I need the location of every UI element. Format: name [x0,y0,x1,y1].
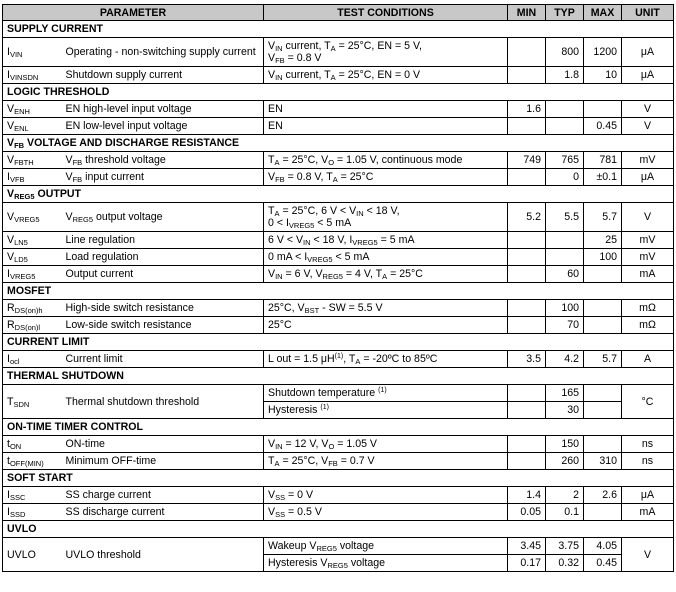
table-row [3,67,674,84]
section-row [3,470,674,487]
section-thermal-shutdown: THERMAL SHUTDOWN [3,368,674,385]
symbol-cell: $I_{VIN}$ [3,38,62,67]
table-row [3,487,674,504]
typ-cell: 60 [546,266,584,283]
symbol-cell: $V_{LN5}$ [3,232,62,249]
min-cell: 3.5 [508,351,546,368]
condition-cell: $V_{IN} = 6$ V, $V_{REG5} = 4$ V, $T_A = 25^\circ C$ [264,266,508,283]
section-row [3,21,674,38]
typ-cell: 765 [546,152,584,169]
condition-cell: 25°C [264,317,508,334]
min-cell [508,385,546,402]
table-row [3,300,674,317]
min-cell [508,402,546,419]
condition-cell: $V_{IN} = 12$ V, $V_O = 1.05$ V [264,436,508,453]
section-ontime-timer: ON-TIME TIMER CONTROL [3,419,674,436]
table-row [3,232,674,249]
table-row [3,266,674,283]
unit-cell: mV [622,152,674,169]
symbol-cell: $I_{SSC}$ [3,487,62,504]
parameter-cell: EN low-level input voltage [62,118,264,135]
table-row [3,317,674,334]
parameter-cell: Thermal shutdown threshold [62,385,264,419]
parameter-cell: Shutdown supply current [62,67,264,84]
condition-cell: $V_{SS} = 0$ V [264,487,508,504]
max-cell: 25 [584,232,622,249]
section-row [3,84,674,101]
condition-cell: $V_{SS} = 0.5$ V [264,504,508,521]
section-row [3,135,674,152]
typ-cell: 2 [546,487,584,504]
header-test-conditions: TEST CONDITIONS [264,5,508,21]
unit-cell: mV [622,232,674,249]
min-cell: 0.17 [508,555,546,572]
min-cell [508,169,546,186]
parameter-cell: Operating - non-switching supply current [62,38,264,67]
parameter-cell: High-side switch resistance [62,300,264,317]
min-cell [508,436,546,453]
typ-cell: 150 [546,436,584,453]
parameter-cell: Load regulation [62,249,264,266]
table-row [3,118,674,135]
electrical-characteristics-table [2,4,674,572]
max-cell: ±0.1 [584,169,622,186]
unit-cell: mΩ [622,300,674,317]
typ-cell: 0.32 [546,555,584,572]
max-cell: 5.7 [584,203,622,232]
typ-cell: 1.8 [546,67,584,84]
typ-cell: 5.5 [546,203,584,232]
header-row [3,5,674,21]
table-row [3,38,674,67]
max-cell [584,317,622,334]
parameter-cell: Line regulation [62,232,264,249]
header-parameter: PARAMETER [3,5,264,21]
section-uvlo: UVLO [3,521,674,538]
table-row [3,504,674,521]
max-cell [584,504,622,521]
unit-cell: V [622,118,674,135]
condition-cell: EN [264,118,508,135]
typ-cell: 0.1 [546,504,584,521]
max-cell [584,402,622,419]
parameter-cell: $V_{FB}$ threshold voltage [62,152,264,169]
max-cell: 1200 [584,38,622,67]
condition-cell: $T_A = 25^\circ C$, $V_{FB} = 0.7$ V [264,453,508,470]
header-typ: TYP [546,5,584,21]
unit-cell: μA [622,38,674,67]
section-mosfet: MOSFET [3,283,674,300]
condition-cell: L out = 1.5 $\mu H^{(1)}$, $T_A$ = -20ºC to 85ºC [264,351,508,368]
min-cell: 1.4 [508,487,546,504]
header-unit: UNIT [622,5,674,21]
typ-cell: 3.75 [546,538,584,555]
section-vfb-voltage: $V_{FB}$ VOLTAGE AND DISCHARGE RESISTANCE [3,135,674,152]
parameter-cell: Minimum OFF-time [62,453,264,470]
symbol-cell: $R_{DS(on)h}$ [3,300,62,317]
min-cell [508,317,546,334]
condition-cell: 25°C, $V_{BST}$ - SW = 5.5 V [264,300,508,317]
min-cell [508,67,546,84]
symbol-cell: $T_{SDN}$ [3,385,62,419]
condition-cell: 0 mA < $I_{VREG5} < 5$ mA [264,249,508,266]
table-row [3,385,674,402]
unit-cell: μA [622,169,674,186]
max-cell: 0.45 [584,555,622,572]
max-cell: 100 [584,249,622,266]
typ-cell: 165 [546,385,584,402]
condition-cell: EN [264,101,508,118]
table-row [3,249,674,266]
header-max: MAX [584,5,622,21]
max-cell: 5.7 [584,351,622,368]
table-row [3,101,674,118]
section-vreg5-output: $V_{REG5}$ OUTPUT [3,186,674,203]
unit-cell: V [622,203,674,232]
min-cell: 3.45 [508,538,546,555]
typ-cell: 4.2 [546,351,584,368]
table-row [3,351,674,368]
unit-cell: mA [622,266,674,283]
symbol-cell: $R_{DS(on)l}$ [3,317,62,334]
section-logic-threshold: LOGIC THRESHOLD [3,84,674,101]
symbol-cell: $I_{ocl}$ [3,351,62,368]
unit-cell: °C [622,385,674,419]
section-row [3,419,674,436]
section-current-limit: CURRENT LIMIT [3,334,674,351]
unit-cell: μA [622,67,674,84]
max-cell: 310 [584,453,622,470]
min-cell [508,118,546,135]
typ-cell: 30 [546,402,584,419]
parameter-cell: SS discharge current [62,504,264,521]
symbol-cell: $I_{VINSDN}$ [3,67,62,84]
min-cell [508,453,546,470]
max-cell: 0.45 [584,118,622,135]
condition-cell: Wakeup $V_{REG5}$ voltage [264,538,508,555]
symbol-cell: $t_{OFF(MIN)}$ [3,453,62,470]
condition-cell: 6 $V < V_{IN} < 18$ V, $I_{VREG5} = 5$ mA [264,232,508,249]
symbol-cell: $V_{VREG5}$ [3,203,62,232]
unit-cell: A [622,351,674,368]
symbol-cell: UVLO [3,538,62,572]
min-cell [508,249,546,266]
symbol-cell: $I_{SSD}$ [3,504,62,521]
section-row [3,368,674,385]
condition-cell: $V_{FB} = 0.8$ V, $T_A = 25^\circ C$ [264,169,508,186]
parameter-cell: EN high-level input voltage [62,101,264,118]
typ-cell [546,232,584,249]
section-row [3,521,674,538]
max-cell: 781 [584,152,622,169]
unit-cell: mΩ [622,317,674,334]
section-supply-current: SUPPLY CURRENT [3,21,674,38]
table-row [3,538,674,555]
table-row [3,203,674,232]
parameter-cell: Output current [62,266,264,283]
symbol-cell: $V_{ENH}$ [3,101,62,118]
typ-cell [546,118,584,135]
min-cell: 5.2 [508,203,546,232]
section-row [3,334,674,351]
table-row [3,436,674,453]
max-cell [584,385,622,402]
section-row [3,283,674,300]
unit-cell: ns [622,453,674,470]
symbol-cell: $V_{FBTH}$ [3,152,62,169]
unit-cell: mA [622,504,674,521]
min-cell: 0.05 [508,504,546,521]
symbol-cell: $t_{ON}$ [3,436,62,453]
unit-cell: ns [622,436,674,453]
min-cell: 749 [508,152,546,169]
parameter-cell: Low-side switch resistance [62,317,264,334]
min-cell [508,300,546,317]
min-cell: 1.6 [508,101,546,118]
max-cell: 2.6 [584,487,622,504]
typ-cell [546,249,584,266]
max-cell [584,101,622,118]
parameter-cell: ON-time [62,436,264,453]
condition-cell: $T_A = 25^\circ C$, 6 $V < V_{IN} < 18$ V, $0 < I_{VREG5} < 5$ mA [264,203,508,232]
typ-cell [546,101,584,118]
parameter-cell: $V_{FB}$ input current [62,169,264,186]
max-cell: 4.05 [584,538,622,555]
symbol-cell: $I_{VREG5}$ [3,266,62,283]
typ-cell: 260 [546,453,584,470]
typ-cell: 70 [546,317,584,334]
parameter-cell: SS charge current [62,487,264,504]
table-row [3,453,674,470]
max-cell [584,266,622,283]
condition-cell: $V_{IN}$ current, $T_A = 25^\circ C$, EN = 5 V, $V_{FB} = 0.8$ V [264,38,508,67]
condition-cell: $V_{IN}$ current, $T_A = 25^\circ C$, EN = 0 V [264,67,508,84]
typ-cell: 100 [546,300,584,317]
condition-cell: Hysteresis $^{(1)}$ [264,402,508,419]
section-soft-start: SOFT START [3,470,674,487]
parameter-cell: Current limit [62,351,264,368]
max-cell [584,300,622,317]
condition-cell: Hysteresis $V_{REG5}$ voltage [264,555,508,572]
max-cell [584,436,622,453]
unit-cell: μA [622,487,674,504]
table-row [3,152,674,169]
section-row [3,186,674,203]
typ-cell: 800 [546,38,584,67]
unit-cell: V [622,538,674,572]
typ-cell: 0 [546,169,584,186]
unit-cell: V [622,101,674,118]
min-cell [508,266,546,283]
unit-cell: mV [622,249,674,266]
symbol-cell: $V_{ENL}$ [3,118,62,135]
max-cell: 10 [584,67,622,84]
parameter-cell: $V_{REG5}$ output voltage [62,203,264,232]
parameter-cell: UVLO threshold [62,538,264,572]
min-cell [508,232,546,249]
min-cell [508,38,546,67]
symbol-cell: $I_{VFB}$ [3,169,62,186]
condition-cell: $T_A = 25^\circ C$, $V_O = 1.05$ V, continuous mode [264,152,508,169]
condition-cell: Shutdown temperature $^{(1)}$ [264,385,508,402]
header-min: MIN [508,5,546,21]
symbol-cell: $V_{LD5}$ [3,249,62,266]
table-row [3,169,674,186]
